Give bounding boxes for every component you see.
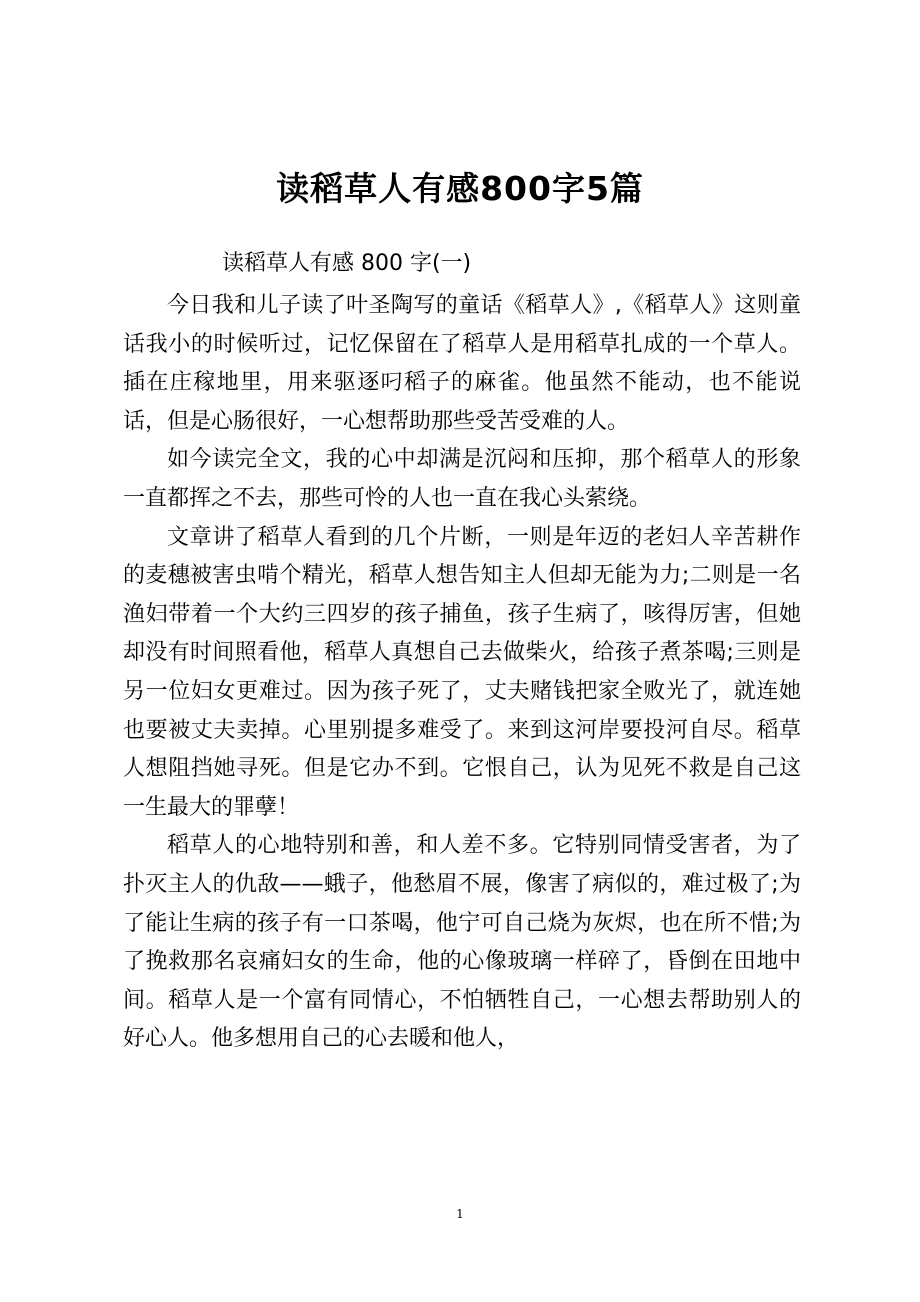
page-number: 1: [456, 1207, 464, 1221]
document-title: 读稻草人有感800字5篇: [276, 169, 644, 208]
paragraph: 文章讲了稻草人看到的几个片断，一则是年迈的老妇人辛苦耕作的麦穗被害虫啃个精光，稻草人想告知主人但却无能为力;二则是一名渔妇带着一个大约三四岁的孩子捕鱼，孩子生病了，咳得厉害，但她却没有时间照看他，稻草人真想自己去做柴火，给孩子煮茶喝;三则是另一位妇女更难过。因为孩子死了，丈夫赌钱把家全败光了，就连她也要被丈夫卖掉。心里别提多难受了。来到这河岸要投河自尽。稻草人想阻挡她寻死。但是它办不到。它恨自己，认为见死不救是自己这一生最大的罪孽！: [123, 524, 801, 820]
document-body: [123, 287, 801, 1059]
paragraph: 如今读完全文，我的心中却满是沉闷和压抑，那个稻草人的形象一直都挥之不去，那些可怜的人也一直在我心头萦绕。: [123, 447, 801, 511]
paragraph: 稻草人的心地特别和善，和人差不多。它特别同情受害者，为了扑灭主人的仇敌——蛾子，他愁眉不展，像害了病似的，难过极了;为了能让生病的孩子有一口茶喝，他宁可自己烧为灰烬，也在所不惜;为了挽救那名哀痛妇女的生命，他的心像玻璃一样碎了，昏倒在田地中间。稻草人是一个富有同情心，不怕牺牲自己，一心想去帮助别人的好心人。他多想用自己的心去暖和他人，: [123, 833, 801, 1052]
document-subtitle: 读稻草人有感 800 字(一): [222, 251, 472, 276]
paragraph: 今日我和儿子读了叶圣陶写的童话《稻草人》,《稻草人》这则童话我小的时候听过，记忆保留在了稻草人是用稻草扎成的一个草人。插在庄稼地里，用来驱逐叼稻子的麻雀。他虽然不能动，也不能说话，但是心肠很好，一心想帮助那些受苦受难的人。: [123, 293, 801, 434]
